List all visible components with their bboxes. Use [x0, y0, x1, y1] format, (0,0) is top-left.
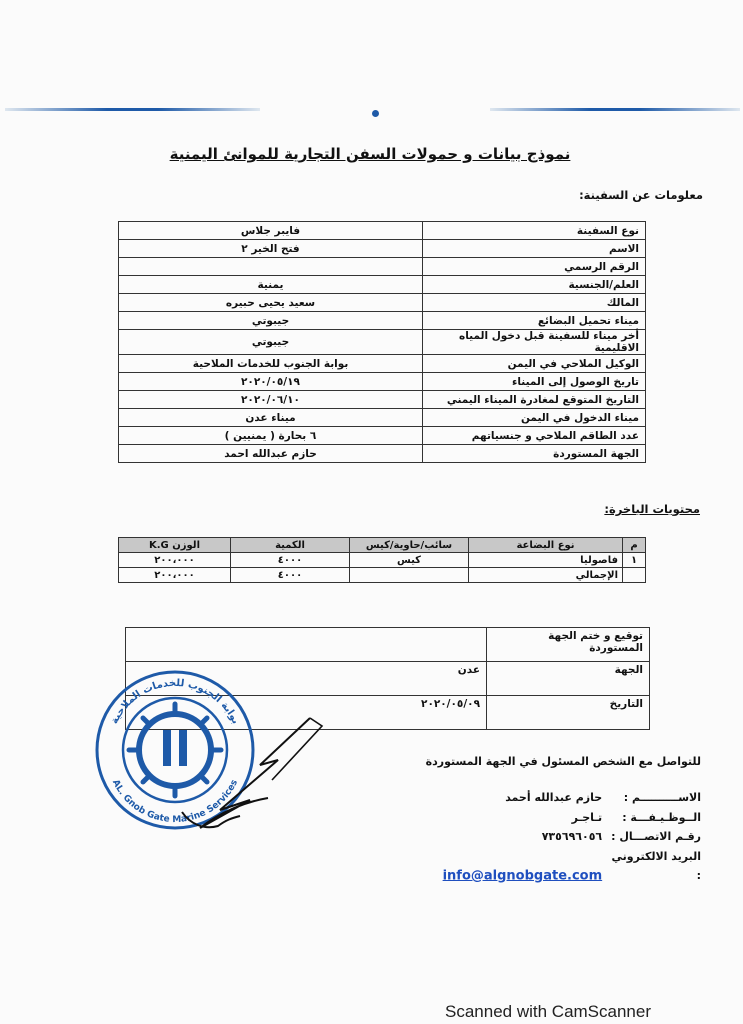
ship-row-value: ٦ بحارة ( يمنيين ) — [119, 427, 423, 445]
ship-row — [119, 330, 646, 355]
cargo-cell-weight: ٢٠٠،٠٠٠ — [119, 553, 231, 568]
ship-row-label: ميناء الدخول في اليمن — [423, 409, 646, 427]
ship-row — [119, 355, 646, 373]
cargo-header-packing: سائب/حاوية/كيس — [350, 538, 469, 553]
stamp-text-top: بوابة الجنوب للخدمات الملاحية — [109, 677, 242, 726]
ship-row-label: عدد الطاقم الملاحي و جنسياتهم — [423, 427, 646, 445]
ship-row — [119, 258, 646, 276]
ship-row-label: تاريخ الوصول إلى الميناء — [423, 373, 646, 391]
cargo-total-label: الإجمالي — [469, 568, 623, 583]
ship-row-label: الوكيل الملاحي في اليمن — [423, 355, 646, 373]
cargo-row — [119, 553, 646, 568]
ship-row — [119, 240, 646, 258]
cargo-header-qty: الكمية — [231, 538, 350, 553]
ship-row-value: ٢٠٢٠/٠٦/١٠ — [119, 391, 423, 409]
ship-row-value: فايبر جلاس — [119, 222, 423, 240]
contact-phone-line — [401, 827, 701, 847]
ship-section-label: معلومات عن السفينة: — [579, 188, 703, 202]
cargo-cell-type: فاصوليا — [469, 553, 623, 568]
cargo-cell-no: ١ — [623, 553, 646, 568]
ship-row — [119, 391, 646, 409]
ship-row — [119, 373, 646, 391]
cargo-cell-packing: كيس — [350, 553, 469, 568]
contact-job-line — [401, 808, 701, 828]
cargo-header-row — [119, 538, 646, 553]
ship-row-value: ٢٠٢٠/٠٥/١٩ — [119, 373, 423, 391]
contact-job-value: تـاجـر — [571, 810, 603, 824]
ship-row — [119, 312, 646, 330]
date-value: ٢٠٢٠/٠٥/٠٩ — [126, 696, 487, 730]
ship-row-label: العلم/الجنسية — [423, 276, 646, 294]
contact-email-line — [401, 847, 701, 886]
cargo-total-packing — [350, 568, 469, 583]
ship-row-label: التاريخ المتوقع لمغادرة الميناء اليمني — [423, 391, 646, 409]
scanner-footer: Scanned with CamScanner — [445, 1002, 652, 1021]
ship-row-value: سعيد يحيى حبيره — [119, 294, 423, 312]
entity-label: الجهة — [487, 662, 650, 696]
ship-row-value: فتح الخير ٢ — [119, 240, 423, 258]
ship-row-value: بوابة الجنوب للخدمات الملاحية — [119, 355, 423, 373]
contact-email-label: البريد الالكتروني : — [611, 849, 701, 882]
ship-row — [119, 276, 646, 294]
cargo-header-weight: الوزن K.G — [119, 538, 231, 553]
stamp-text-bottom: AL. Gnob Gate Marine Services — [109, 778, 241, 826]
document-title: نموذج بيانات و حمولات السفن التجارية للموانئ اليمنية — [169, 145, 571, 163]
cargo-header-no: م — [623, 538, 646, 553]
contact-job-label: الــوظـيـفـــة : — [622, 810, 701, 824]
ship-row — [119, 409, 646, 427]
header-dot — [372, 110, 379, 117]
cargo-total-row — [119, 568, 646, 583]
cargo-total-weight: ٢٠٠،٠٠٠ — [119, 568, 231, 583]
header-line-right — [490, 108, 740, 111]
signature-title: توقيع و ختم الجهة المستوردة — [487, 628, 650, 662]
ship-row-label: ميناء تحميل البضائع — [423, 312, 646, 330]
ship-row-label: أخر ميناء للسفينة قبل دخول المياه الاقليمية — [423, 330, 646, 355]
date-label: التاريخ — [487, 696, 650, 730]
ship-row — [119, 445, 646, 463]
handwritten-signature — [160, 700, 330, 840]
ship-row-label: المالك — [423, 294, 646, 312]
ship-row-value: حازم عبدالله احمد — [119, 445, 423, 463]
signature-cell — [126, 628, 487, 662]
contact-heading: للتواصل مع الشخص المسئول في الجهة المستوردة — [425, 755, 701, 768]
ship-row — [119, 222, 646, 240]
contact-name-value: حازم عبدالله أحمد — [505, 791, 603, 804]
ship-row-label: الرقم الرسمي — [423, 258, 646, 276]
cargo-header-type: نوع البضاعة — [469, 538, 623, 553]
ship-row-label: نوع السفينة — [423, 222, 646, 240]
ship-row-label: الاسم — [423, 240, 646, 258]
contact-email-link[interactable]: info@algnobgate.com — [442, 868, 603, 883]
ship-row-label: الجهة المستوردة — [423, 445, 646, 463]
cargo-section-label: محتويات الباخرة: — [604, 502, 700, 516]
cargo-total-empty — [623, 568, 646, 583]
cargo-table — [118, 537, 646, 583]
entity-value: عدن — [126, 662, 487, 696]
contact-block — [401, 788, 701, 886]
header-line-left — [5, 108, 260, 111]
ship-row-value: ميناء عدن — [119, 409, 423, 427]
ship-row-value — [119, 258, 423, 276]
ship-row-value: جيبوتي — [119, 312, 423, 330]
ship-row — [119, 427, 646, 445]
cargo-total-qty: ٤٠٠٠ — [231, 568, 350, 583]
contact-name-label: الاســــــــــم : — [623, 791, 701, 804]
contact-phone-label: رقـم الاتصـــال : — [611, 830, 701, 843]
ship-info-table — [118, 221, 646, 463]
ship-row-value: يمنية — [119, 276, 423, 294]
contact-name-line — [401, 788, 701, 808]
ship-row-value: جيبوتي — [119, 330, 423, 355]
ship-row — [119, 294, 646, 312]
contact-phone-value: ٧٣٥٦٩٦٠٥٦ — [541, 830, 603, 843]
cargo-cell-qty: ٤٠٠٠ — [231, 553, 350, 568]
